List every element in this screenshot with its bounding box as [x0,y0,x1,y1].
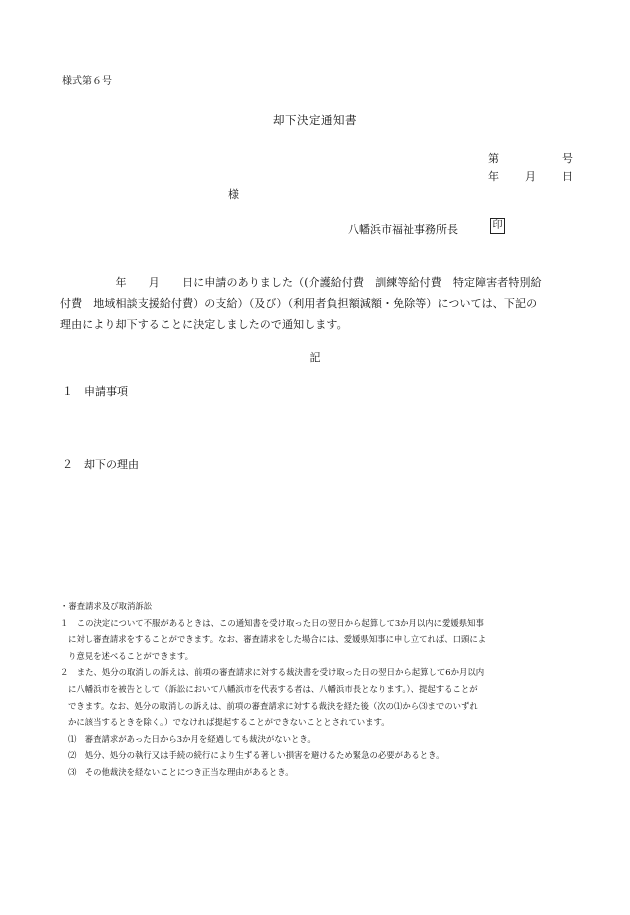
notice-body [60,272,572,335]
date-month: 月 [525,170,536,183]
body-line-1: 年 月 日に申請のありました（(介護給付費 訓練等給付費 特定障害者特別給 [60,276,542,289]
item-application-matters: １ 申請事項 [62,385,128,398]
number-prefix: 第 [488,152,499,165]
note-1-line-2: に対し審査請求をすることができます。なお、審査請求をした場合には、愛媛県知事に申し立てれば、口頭によ [68,634,487,645]
note-2-line-4: かに該当するときを除く。）でなければ提起することができないこととされています。 [68,717,390,728]
notes-heading: ・審査請求及び取消訴訟 [60,601,153,611]
appeal-notes [60,598,578,781]
note-sub-1: ⑴ 審査請求があった日から3か月を経過しても裁決がないとき。 [68,733,316,744]
note-2-line-2: に八幡浜市を被告として（訴訟において八幡浜市を代表する者は、八幡浜市長となります。）、提起することが [68,683,478,694]
item-rejection-reason: ２ 却下の理由 [62,458,139,471]
note-2-line-1: ２ また、処分の取消しの訴えは、前項の審査請求に対する裁決書を受け取った日の翌日から起算して6か月以内 [60,667,485,678]
document-title: 却下決定通知書 [273,113,357,127]
note-sub-3: ⑶ その他裁決を経ないことにつき正当な理由があるとき。 [68,766,294,777]
number-suffix: 号 [562,152,573,165]
addressee-suffix: 様 [228,188,239,201]
note-1-line-1: １ この決定について不服があるときは、この通知書を受け取った日の翌日から起算して3か月以内に愛媛県知事 [60,617,484,628]
body-line-3: 理由により却下することに決定しましたので通知します。 [60,318,348,331]
note-sub-2: ⑵ 処分、処分の執行又は手続の続行により生ずる著しい損害を避けるため緊急の必要があるとき。 [68,750,445,761]
seal-mark: 印 [490,218,505,234]
date-day: 日 [562,170,573,183]
form-number: 様式第６号 [62,76,112,87]
note-1-line-3: り意見を述べることができます。 [68,650,193,661]
body-line-2: 付費 地域相談支援給付費）の支給）（及び）（利用者負担額減額・免除等）については、下記の [60,297,538,310]
ki-heading: 記 [309,351,321,364]
date-year: 年 [488,170,499,183]
issuer-name: 八幡浜市福祉事務所長 [348,223,458,236]
note-2-line-3: できます。なお、処分の取消しの訴えは、前項の審査請求に対する裁決を経た後（次の⑴から⑶までのいずれ [68,700,478,711]
